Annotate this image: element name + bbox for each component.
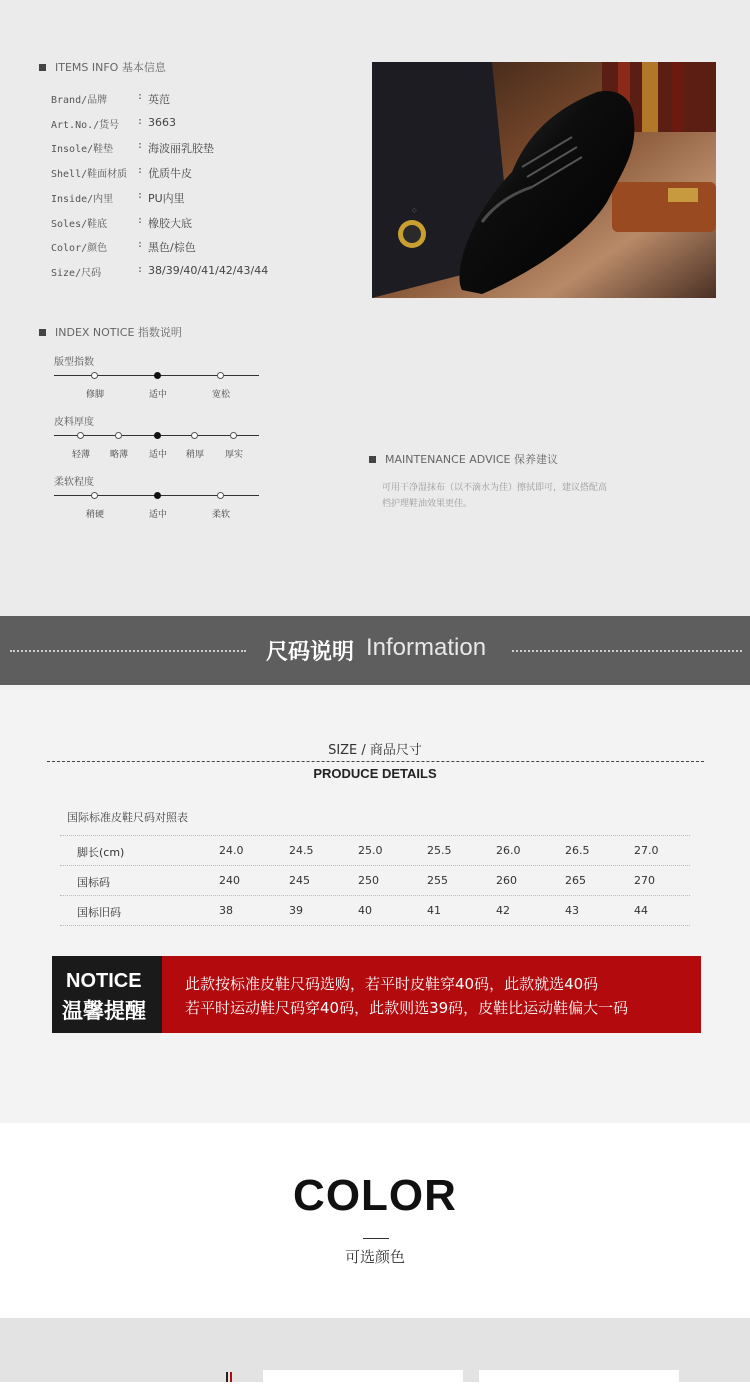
info-value: 黑色/棕色	[148, 241, 196, 255]
info-key: Soles/鞋底	[51, 218, 108, 230]
size-title: SIZE / 商品尺寸	[328, 743, 422, 758]
table-bottom-border	[60, 925, 690, 926]
scale-option-label: 略薄	[109, 450, 128, 460]
index-notice-heading	[39, 324, 182, 340]
index-notice-heading-text: INDEX NOTICE 指数说明	[55, 326, 182, 339]
info-separator: :	[137, 263, 144, 275]
scale-dot	[230, 432, 237, 439]
product-photo	[372, 62, 716, 298]
table-cell: 25.0	[358, 844, 383, 857]
scale-option-label: 厚实	[224, 450, 243, 460]
scale-dot	[77, 432, 84, 439]
scale-dot	[91, 492, 98, 499]
scale-option-label: 柔软	[211, 510, 230, 520]
size-section	[0, 685, 750, 1123]
info-row	[51, 165, 351, 185]
info-row	[51, 239, 351, 259]
maintenance-line-1: 可用干净湿抹布（以不滴水为佳）擦拭即可，建议搭配高	[382, 483, 608, 493]
dashed-divider	[47, 761, 704, 762]
scale-option-label: 适中	[148, 510, 167, 520]
table-cell: 270	[634, 874, 655, 887]
scale-option-label: 宽松	[211, 390, 230, 400]
square-bullet-icon	[39, 329, 46, 336]
scale-dot	[217, 372, 224, 379]
notice-line-1: 此款按标准皮鞋尺码选购，若平时皮鞋穿40码，此款就选40码	[185, 975, 599, 993]
table-cell: 260	[496, 874, 517, 887]
scale-dot-selected	[154, 372, 161, 379]
info-value: 优质牛皮	[148, 167, 192, 181]
info-key: Size/尺码	[51, 267, 102, 279]
info-value: 英范	[148, 93, 170, 106]
info-separator: :	[137, 140, 144, 152]
table-row-label: 国标码	[77, 876, 110, 889]
info-row	[51, 215, 351, 235]
items-info-heading-text: ITEMS INFO 基本信息	[55, 61, 166, 74]
info-value: PU内里	[148, 191, 185, 205]
table-row-label: 脚长(cm)	[77, 846, 125, 859]
scale-title: 版型指数	[54, 357, 94, 368]
info-value: 海波丽乳胶垫	[148, 142, 214, 156]
scale-option-label: 稍硬	[85, 510, 104, 520]
info-value: 橡胶大底	[148, 216, 192, 230]
scale-dot	[115, 432, 122, 439]
table-cell: 41	[427, 904, 441, 917]
banner-title-cn: 尺码说明	[266, 640, 355, 665]
notice-label-cn: 温馨提醒	[62, 999, 146, 1023]
scale-option-label: 稍厚	[185, 450, 204, 460]
table-cell: 24.5	[289, 844, 314, 857]
scale-dot	[191, 432, 198, 439]
table-cell: 245	[289, 874, 310, 887]
color-title-underline	[363, 1238, 389, 1239]
table-cell: 25.5	[427, 844, 452, 857]
scale-dot	[91, 372, 98, 379]
table-row	[60, 835, 690, 865]
notice-box	[52, 956, 701, 1033]
maintenance-heading-text: MAINTENANCE ADVICE 保养建议	[385, 453, 558, 466]
maintenance-text	[382, 480, 662, 512]
stripe-mark-icon	[226, 1372, 235, 1382]
info-separator: :	[137, 91, 144, 102]
table-row	[60, 865, 690, 895]
scale-dot-selected	[154, 432, 161, 439]
info-row	[51, 91, 351, 111]
color-subtitle: 可选颜色	[344, 1248, 405, 1266]
scale-title: 柔软程度	[54, 477, 94, 488]
table-cell: 40	[358, 904, 372, 917]
info-key: Insole/鞋垫	[51, 144, 114, 156]
maintenance-heading	[369, 451, 558, 467]
table-cell: 44	[634, 904, 648, 917]
table-cell: 42	[496, 904, 510, 917]
dotted-divider-right	[512, 650, 742, 652]
color-option-card-1[interactable]	[263, 1370, 463, 1390]
scale-option-label: 轻薄	[71, 450, 90, 460]
table-cell: 255	[427, 874, 448, 887]
color-option-card-2[interactable]	[479, 1370, 679, 1390]
scale-option-label: 修脚	[85, 390, 104, 400]
info-separator: :	[137, 239, 144, 251]
produce-details-title: PRODUCE DETAILS	[313, 766, 437, 781]
scale-option-label: 适中	[148, 390, 167, 400]
notice-label-block	[52, 956, 162, 1033]
scale-dot-selected	[154, 492, 161, 499]
notice-label-en: NOTICE	[66, 970, 142, 992]
info-row	[51, 140, 351, 160]
color-options-area	[0, 1318, 750, 1382]
size-table-caption: 国际标准皮鞋尺码对照表	[67, 811, 188, 824]
table-cell: 26.0	[496, 844, 521, 857]
info-separator: :	[137, 165, 144, 177]
table-cell: 265	[565, 874, 586, 887]
banner-title-en: Information	[366, 634, 487, 661]
info-separator: :	[137, 115, 144, 127]
table-cell: 39	[289, 904, 303, 917]
scale-dot	[217, 492, 224, 499]
table-cell: 27.0	[634, 844, 659, 857]
info-key: Brand/品牌	[51, 95, 108, 106]
shoe-photo-illustration	[372, 62, 716, 298]
scale-option-label: 适中	[148, 450, 167, 460]
info-row	[51, 190, 351, 210]
square-bullet-icon	[39, 64, 46, 71]
notice-line-2: 若平时运动鞋尺码穿40码，此款则选39码，皮鞋比运动鞋偏大一码	[185, 999, 629, 1017]
table-cell: 26.5	[565, 844, 590, 857]
dotted-divider-left	[10, 650, 246, 652]
info-key: Shell/鞋面材质	[51, 169, 128, 181]
color-section	[0, 1123, 750, 1318]
info-separator: :	[137, 214, 144, 226]
info-key: Inside/内里	[51, 193, 114, 205]
table-cell: 38	[219, 904, 233, 917]
product-info-section	[0, 0, 750, 616]
info-key: Art.No./货号	[51, 119, 120, 131]
info-key: Color/颜色	[51, 243, 108, 255]
info-separator: :	[137, 189, 144, 201]
table-cell: 43	[565, 904, 579, 917]
color-title: COLOR	[293, 1171, 457, 1220]
svg-text:◇: ◇	[412, 207, 417, 214]
items-info-heading	[39, 59, 166, 75]
table-row-label: 国标旧码	[77, 906, 121, 919]
info-value: 38/39/40/41/42/43/44	[148, 263, 269, 277]
scale-title: 皮料厚度	[54, 417, 94, 428]
table-cell: 250	[358, 874, 379, 887]
square-bullet-icon	[369, 456, 376, 463]
info-row	[51, 264, 351, 284]
table-cell: 240	[219, 874, 240, 887]
maintenance-line-2: 档护理鞋油效果更佳。	[382, 499, 473, 509]
table-row	[60, 895, 690, 925]
table-cell: 24.0	[219, 844, 244, 857]
info-value: 3663	[148, 115, 176, 129]
info-row	[51, 116, 351, 136]
size-info-banner	[0, 616, 750, 685]
